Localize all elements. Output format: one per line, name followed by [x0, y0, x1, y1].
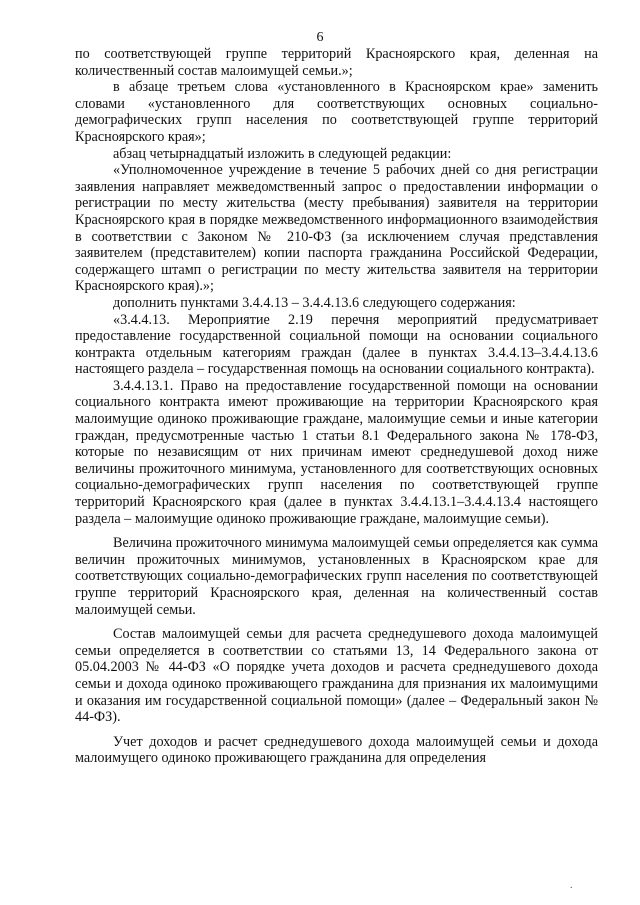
paragraph: Состав малоимущей семьи для расчета среднедушевого дохода малоимущей семьи определяется в соответствии со статьями 13, 14 Федерального закона от 05.04.2003 № 44-ФЗ «О порядке учета доходов и расчета среднедушевого дохода семьи и дохода одиноко проживающего гражданина для признания их малоимущими и оказания им государственной социальной помощи» (далее – Федеральный закон № 44-ФЗ). [75, 626, 598, 726]
page-number: 6 [316, 30, 324, 45]
paragraph: абзац четырнадцатый изложить в следующей редакции: [113, 145, 452, 162]
document-body [75, 46, 598, 767]
paragraph: дополнить пунктами 3.4.4.13 – 3.4.4.13.6 следующего содержания: [113, 294, 516, 311]
paragraph: в абзаце третьем слова «установленного в Красноярском крае» заменить словами «установленного для соответствующих основных социально-демографических групп населения по соответствующей группе территорий Красноярского края»; [75, 79, 598, 145]
scan-mark: . [570, 880, 573, 891]
paragraph: по соответствующей группе территорий Красноярского края, деленная на количественный состав малоимущей семьи.»; [75, 46, 598, 79]
paragraph: 3.4.4.13.1. Право на предоставление государственной помощи на основании социального контракта имеют проживающие на территории Красноярского края малоимущие одиноко проживающие граждане, малоимущие семьи и иные категории граждан, предусмотренные частью 1 статьи 8.1 Федерального закона № 178-ФЗ, которые по независящим от них причинам имеют среднедушевой доход ниже величины прожиточного минимума, установленного для соответствующих основных социально-демографических групп населения по соответствующей группе территорий Красноярского края (далее в пунктах 3.4.4.13.1–3.4.4.13.4 настоящего раздела – малоимущие одиноко проживающие граждане, малоимущие семьи). [75, 377, 598, 527]
paragraph: «Уполномоченное учреждение в течение 5 рабочих дней со дня регистрации заявления направляет межведомственный запрос о предоставлении информации о регистрации по месту жительства (месту пребывания) заявителя на территории Красноярского края в порядке межведомственного информационного взаимодействия в соответствии с Законом № 210-ФЗ (за исключением случая представления заявителем (представителем) копии паспорта гражданина Российской Федерации, содержащего штамп о регистрации по месту жительства заявителя на территории Красноярского края).»; [75, 162, 598, 295]
paragraph: Учет доходов и расчет среднедушевого дохода малоимущей семьи и дохода малоимущего одиноко проживающего гражданина для определения [75, 733, 598, 767]
paragraph: Величина прожиточного минимума малоимущей семьи определяется как сумма величин прожиточных минимумов, установленных в Красноярском крае для соответствующих социально-демографических групп населения по соответствующей группе территорий Красноярского края, деленная на количественный состав малоимущей семьи. [75, 535, 598, 618]
paragraph: «3.4.4.13. Мероприятие 2.19 перечня мероприятий предусматривает предоставление государственной социальной помощи на основании социального контракта отдельным категориям граждан (далее в пунктах 3.4.4.13–3.4.4.13.6 настоящего раздела – государственная помощь на основании социального контракта). [75, 311, 598, 378]
